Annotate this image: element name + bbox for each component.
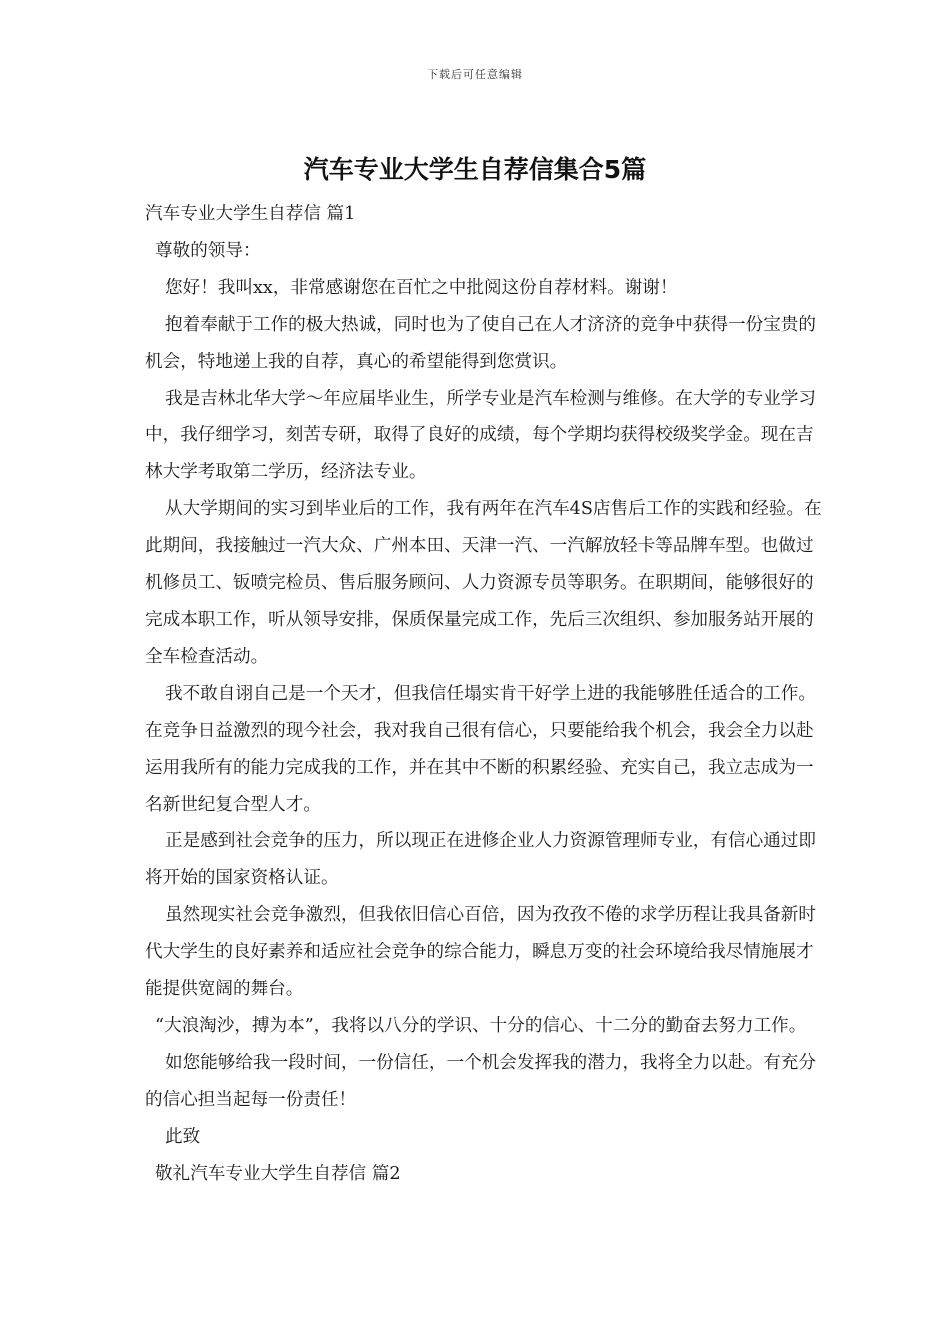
paragraph: 正是感到社会竞争的压力，所以现正在进修企业人力资源管理师专业，有信心通过即将开始的国家资格认证。 xyxy=(145,831,816,889)
section-heading: 汽车专业大学生自荐信 篇1 xyxy=(145,204,356,224)
paragraph: 从大学期间的实习到毕业后的工作，我有两年在汽车4S店售后工作的实践和经验。在此期间，我接触过一汽大众、广州本田、天津一汽、一汽解放轻卡等品牌车型。也做过机修员工、钣喷完检员、售后服务顾问、人力资源专员等职务。在职期间，能够很好的完成本职工作，听从领导安排，保质保量完成工作，先后三次组织、参加服务站开展的全车检查活动。 xyxy=(145,499,822,667)
paragraph: “大浪淘沙，搏为本”，我将以八分的学识、十分的信心、十二分的勤奋去努力工作。 xyxy=(155,1015,807,1036)
salutation: 尊敬的领导： xyxy=(155,240,261,261)
document-title: 汽车专业大学生自荐信集合5篇 xyxy=(303,155,647,184)
paragraph: 如您能够给我一段时间，一份信任，一个机会发挥我的潜力，我将全力以赴。有充分的信心担当起每一份责任！ xyxy=(145,1052,816,1110)
closing-and-next-heading: 敬礼汽车专业大学生自荐信 篇2 xyxy=(155,1163,401,1184)
document-body xyxy=(145,196,825,1192)
paragraph: 我不敢自诩自己是一个天才，但我信任塌实肯干好学上进的我能够胜任适合的工作。在竞争日益激烈的现今社会，我对我自己很有信心，只要能给我个机会，我会全力以赴运用我所有的能力完成我的工作，并在其中不断的积累经验、充实自己，我立志成为一名新世纪复合型人才。 xyxy=(145,683,816,815)
paragraph: 抱着奉献于工作的极大热诚，同时也为了使自己在人才济济的竞争中获得一份宝贵的机会，特地递上我的自荐，真心的希望能得到您赏识。 xyxy=(145,314,816,372)
paragraph: 您好！我叫xx，非常感谢您在百忙之中批阅这份自荐材料。谢谢！ xyxy=(165,277,678,298)
paragraph: 虽然现实社会竞争激烈，但我依旧信心百倍，因为孜孜不倦的求学历程让我具备新时代大学生的良好素养和适应社会竞争的综合能力，瞬息万变的社会环境给我尽情施展才能提供宽阔的舞台。 xyxy=(145,905,816,1000)
header-note: 下载后可任意编辑 xyxy=(427,68,523,81)
closing: 此致 xyxy=(165,1126,201,1147)
paragraph: 我是吉林北华大学～年应届毕业生，所学专业是汽车检测与维修。在大学的专业学习中，我仔细学习，刻苦专研，取得了良好的成绩，每个学期均获得校级奖学金。现在吉林大学考取第二学历，经济法专业。 xyxy=(145,388,816,483)
